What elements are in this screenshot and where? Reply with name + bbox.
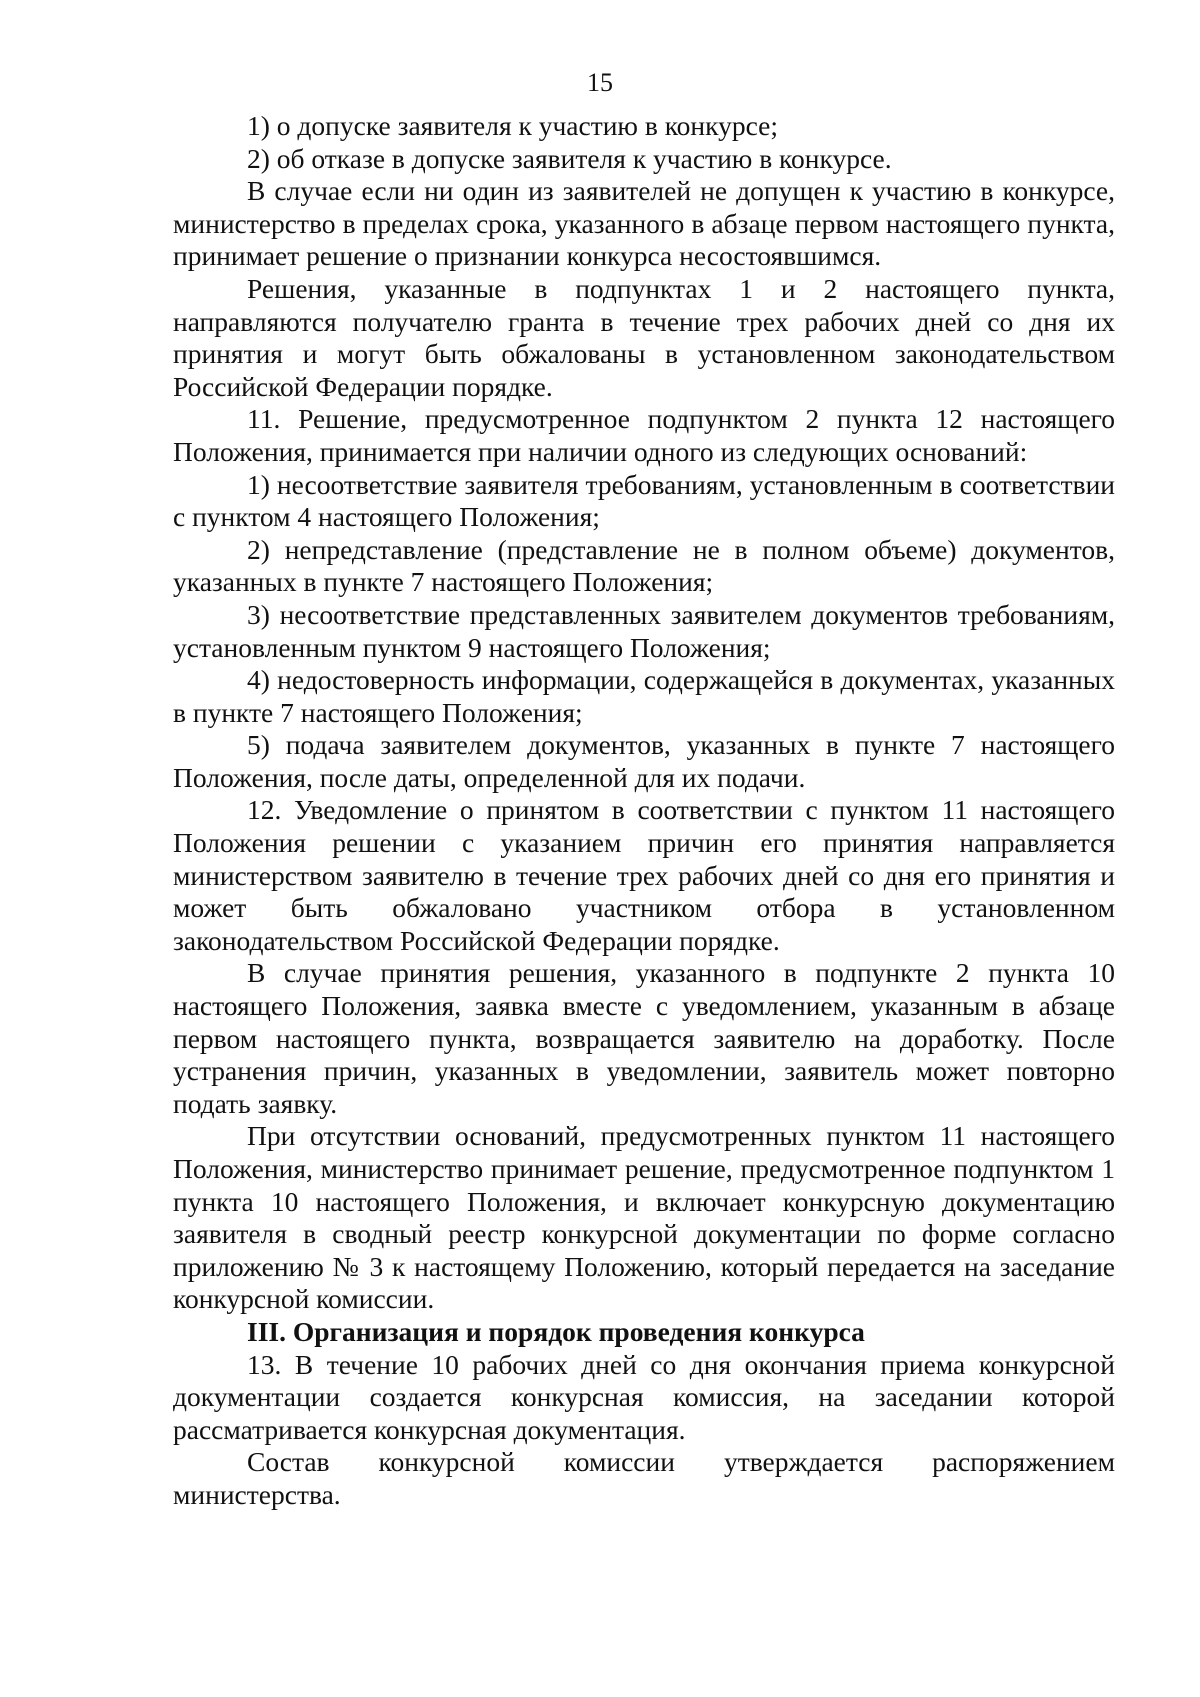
paragraph: 3) несоответствие представленных заявителем документов требованиям, установленным пунктом 9 настоящего Положения; [173, 598, 1115, 663]
paragraph: 2) непредставление (представление не в полном объеме) документов, указанных в пункте 7 настоящего Положения; [173, 533, 1115, 598]
paragraph: 2) об отказе в допуске заявителя к участию в конкурсе. [247, 142, 892, 174]
paragraph: 1) несоответствие заявителя требованиям, установленным в соответствии с пунктом 4 настоящего Положения; [173, 468, 1115, 533]
paragraph: 5) подача заявителем документов, указанных в пункте 7 настоящего Положения, после даты, определенной для их подачи. [173, 729, 1115, 793]
paragraph: 1) о допуске заявителя к участию в конкурсе; [247, 110, 778, 141]
paragraph: Состав конкурсной комиссии утверждается распоряжением министерства. [173, 1446, 1115, 1510]
paragraph: 4) недостоверность информации, содержащейся в документах, указанных в пункте 7 настоящего Положения; [173, 664, 1115, 728]
paragraph: 11. Решение, предусмотренное подпунктом 2 пункта 12 настоящего Положения, принимается при наличии одного из следующих оснований: [173, 403, 1115, 467]
paragraph: Решения, указанные в подпунктах 1 и 2 настоящего пункта, направляются получателю гранта в течение трех рабочих дней со дня их принятия и могут быть обжалованы в установленном законодательством Российской Федерации порядке. [173, 272, 1115, 402]
paragraph: 13. В течение 10 рабочих дней со дня окончания приема конкурсной документации создается конкурсная комиссия, на заседании которой рассматривается конкурсная документация. [173, 1348, 1115, 1445]
paragraph: 12. Уведомление о принятом в соответствии с пунктом 11 настоящего Положения решении с указанием причин его принятия направляется министерством заявителю в течение трех рабочих дней со дня его принятия и может быть обжаловано участником отбора в установленном законодательством Российской Федерации порядке. [173, 794, 1115, 956]
paragraph: При отсутствии оснований, предусмотренных пунктом 11 настоящего Положения, министерство принимает решение, предусмотренное подпунктом 1 пункта 10 настоящего Положения, и включает конкурсную документацию заявителя в сводный реестр конкурсной документации по форме согласно приложению № 3 к настоящему Положению, который передается на заседание конкурсной комиссии. [173, 1120, 1115, 1315]
section-heading: III. Организация и порядок проведения конкурса [247, 1315, 865, 1347]
page-number: 15 [587, 68, 613, 97]
paragraph: В случае принятия решения, указанного в подпункте 2 пункта 10 настоящего Положения, заявка вместе с уведомлением, указанным в абзаце первом настоящего пункта, возвращается заявителю на доработку. После устранения причин, указанных в уведомлении, заявитель может повторно подать заявку. [173, 957, 1115, 1119]
document-body [173, 110, 1115, 1512]
paragraph: В случае если ни один из заявителей не допущен к участию в конкурсе, министерство в пределах срока, указанного в абзаце первом настоящего пункта, принимает решение о признании конкурса несостоявшимся. [173, 175, 1115, 272]
